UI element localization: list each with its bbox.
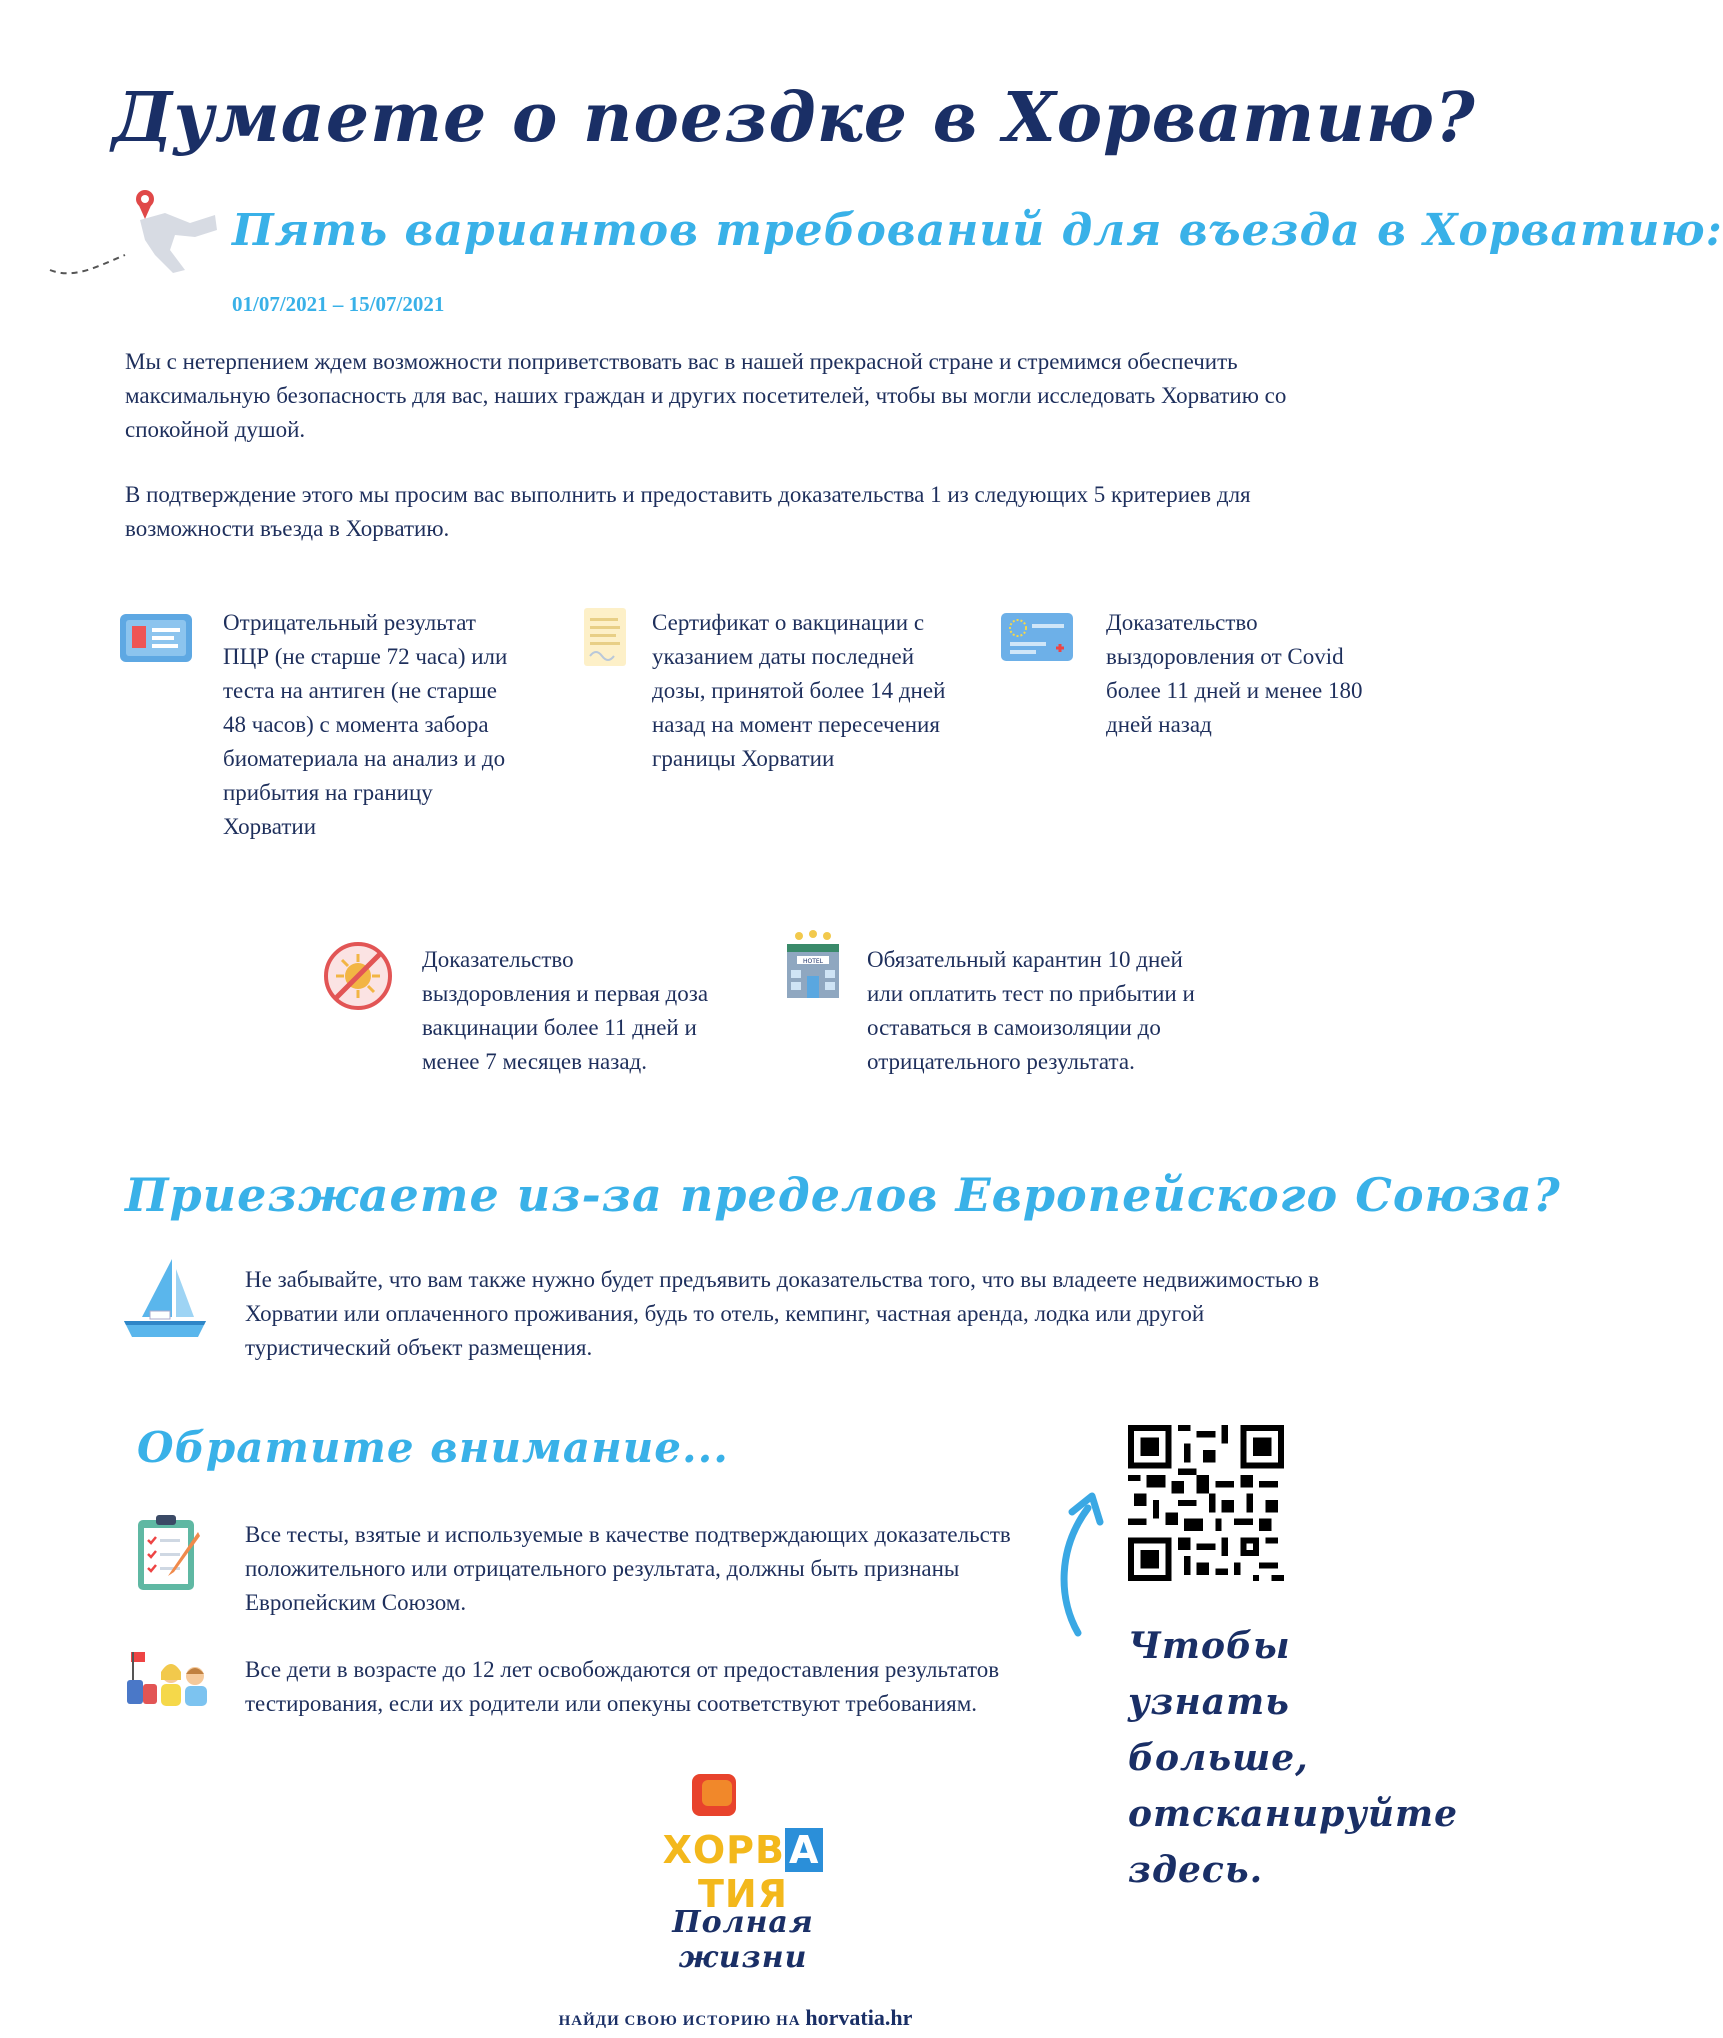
croatia-map-icon — [45, 185, 225, 285]
criterion-text: Доказательство выздоровления и первая доза вакцинации более 11 дней и менее 7 месяцев назад. — [422, 947, 709, 1074]
criterion-text: Обязательный карантин 10 дней или оплатить тест по прибытии и оставаться в самоизоляции до отрицательного результата. — [867, 947, 1195, 1074]
date-range: 01/07/2021 – 15/07/2021 — [232, 292, 445, 316]
hotel-sign: HOTEL — [802, 958, 824, 965]
note-text: Все тесты, взятые и используемые в качестве подтверждающих доказательств положительного или отрицательного результата, должны быть признаны Европейским Союзом. — [245, 1522, 1011, 1615]
boat-icon — [120, 1255, 210, 1345]
criterion-text: Отрицательный результат ПЦР (не старше 72 часа) или теста на антиген (не старше 48 часов) с момента забора биоматериала на анализ и до прибытия на границу Хорватии — [223, 610, 508, 839]
non-eu-text: Не забывайте, что вам также нужно будет предъявить доказательства того, что вы владеете недвижимостью в Хорватии или оплаченного проживания, будь то отель, кемпинг, частная аренда, лодка или другой туристический объект размещения. — [245, 1267, 1320, 1360]
intro-paragraph: В подтверждение этого мы просим вас выполнить и предоставить доказательства 1 из следующих 5 критериев для возможности въезда в Хорватию. — [125, 482, 1251, 541]
test-result-icon — [118, 610, 196, 666]
criterion-text: Сертификат о вакцинации с указанием даты последней дозы, принятой более 14 дней назад на момент пересечения границы Хорватии — [652, 610, 946, 771]
footer-prefix: НАЙДИ СВОЮ ИСТОРИЮ НА — [558, 2013, 801, 2029]
qr-code[interactable] — [1128, 1425, 1284, 1581]
hotel-icon — [783, 930, 843, 1000]
section-heading: Обратите внимание... — [137, 1423, 729, 1472]
footer-site-link[interactable]: horvatia.hr — [805, 2005, 913, 2030]
eu-card-icon — [1000, 612, 1074, 662]
certificate-icon — [580, 606, 630, 670]
note-text: Все дети в возрасте до 12 лет освобождаются от предоставления результатов тестирования, если их родители или опекуны соответствуют требованиям. — [245, 1657, 1000, 1716]
clipboard-icon — [132, 1512, 204, 1592]
section-subtitle: Пять вариантов требований для въезда в Хорватию: — [232, 205, 1723, 256]
section-heading: Приезжаете из-за пределов Европейского Союза? — [125, 1168, 1561, 1222]
criterion-text: Доказательство выздоровления от Covid более 11 дней и менее 180 дней назад — [1106, 610, 1363, 737]
children-icon — [125, 1650, 215, 1710]
arrow-up-icon — [1048, 1488, 1118, 1638]
footer — [0, 2005, 1471, 2031]
qr-caption: Чтобы узнать больше, отсканируйте здесь. — [1128, 1625, 1459, 1891]
logo-text: ХОРВ АТИЯ — [623, 1828, 863, 1916]
page-title: Думаете о поездке в Хорватию? — [112, 78, 1476, 158]
virus-crossed-icon — [322, 940, 394, 1012]
logo-slogan: Полная жизни — [672, 1905, 814, 1975]
logo-mark — [690, 1770, 740, 1820]
intro-paragraph: Мы с нетерпением ждем возможности поприветствовать вас в нашей прекрасной стране и стремимся обеспечить максимальную безопасность для вас, наших граждан и других посетителей, чтобы вы могли исследовать Хорватию со спокойной душой. — [125, 349, 1287, 442]
